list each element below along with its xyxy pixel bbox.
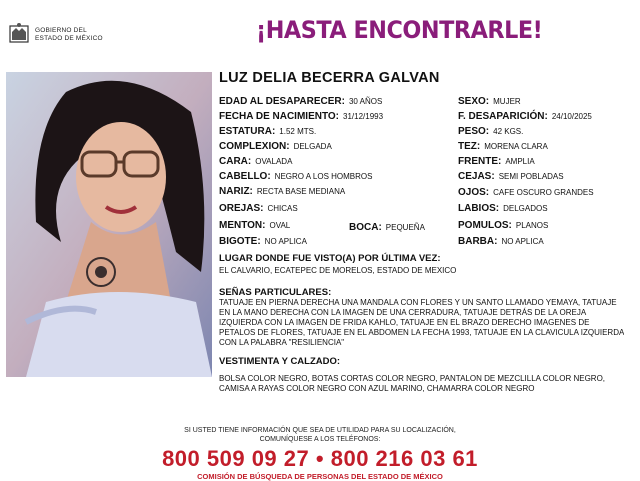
state-seal-icon (8, 22, 30, 44)
agency-name: COMISIÓN DE BÚSQUEDA DE PERSONAS DEL ESTADO DE MÉXICO (197, 472, 443, 481)
footer-note-line1: SI USTED TIENE INFORMACIÓN QUE SEA DE UTILIDAD PARA SU LOCALIZACIÓN, (184, 427, 456, 434)
field-nariz: NARIZ: RECTA BASE MEDIANA (219, 186, 346, 197)
field-estatura: ESTATURA: 1.52 MTS. (219, 126, 317, 137)
field-complexion: COMPLEXION: DELGADA (219, 141, 332, 152)
field-cejas: CEJAS: SEMI POBLADAS (458, 171, 564, 182)
field-tez: TEZ: MORENA CLARA (458, 141, 548, 152)
clothing-text: BOLSA COLOR NEGRO, BOTAS CORTAS COLOR NEGRO, PANTALON DE MEZCLILLA COLOR NEGRO, CAMISA A RAYAS COLOR NEGRO CON AZUL MARINO, CHAMARRA COLOR NEGRO (219, 374, 606, 393)
government-logo (8, 22, 128, 48)
clothing-title: VESTIMENTA Y CALZADO: (219, 356, 341, 367)
phone-1[interactable]: 800 509 09 27 (162, 446, 310, 471)
field-barba: BARBA: NO APLICA (458, 236, 544, 247)
field-frente: FRENTE: AMPLIA (458, 156, 535, 167)
field-nacimiento: FECHA DE NACIMIENTO: 31/12/1993 (219, 111, 384, 122)
field-bigote: BIGOTE: NO APLICA (219, 236, 307, 247)
field-orejas: OREJAS: CHICAS (219, 203, 298, 214)
person-photo (6, 72, 212, 377)
banner-title: ¡HASTA ENCONTRARLE! (256, 16, 543, 44)
phone-separator: • (315, 446, 325, 471)
footer-note-line2: COMUNÍQUESE A LOS TELÉFONOS: (259, 436, 381, 443)
field-ojos: OJOS: CAFE OSCURO GRANDES (458, 187, 594, 198)
field-edad: EDAD AL DESAPARECER: 30 AÑOS (219, 96, 383, 107)
phone-numbers (0, 446, 640, 472)
phone-2[interactable]: 800 216 03 61 (330, 446, 478, 471)
person-photo-illustration (6, 72, 212, 377)
field-cara: CARA: OVALADA (219, 156, 293, 167)
person-name: LUZ DELIA BECERRA GALVAN (219, 70, 440, 86)
field-desaparicion: F. DESAPARICIÓN: 24/10/2025 (458, 111, 592, 122)
logo-text-line1: GOBIERNO DEL (35, 27, 87, 34)
marks-text: TATUAJE EN PIERNA DERECHA UNA MANDALA CON FLORES Y UN SANTO LLAMADO YEMAYA, TATUAJE EN LA MANO DERECHA CON LA IMAGEN DE UNA CERRADURA, TATUAJE DETRÁS DE LA OREJA IZQUIERDA CON LA IMAGEN DE FRIDA KAHLO, TATUAJE EN EL BRAZO DERECHO IMAGENES DE PETALOS DE FLORES, TATUAJE EN EL ABDOMEN LA FECHA 1993, TATUAJE EN LA CLAVICULA IZQUIERDA CON LA PALABRA "RESILIENCIA" (219, 298, 624, 347)
last-seen-text: EL CALVARIO, ECATEPEC DE MORELOS, ESTADO DE MEXICO (219, 266, 457, 275)
field-boca: BOCA: PEQUEÑA (349, 222, 425, 233)
field-pomulos: POMULOS: PLANOS (458, 220, 549, 231)
field-labios: LABIOS: DELGADOS (458, 203, 548, 214)
field-peso: PESO: 42 KGS. (458, 126, 524, 137)
marks-title: SEÑAS PARTICULARES: (219, 287, 332, 298)
logo-text-line2: ESTADO DE MÉXICO (35, 35, 103, 42)
field-menton: MENTON: OVAL (219, 220, 291, 231)
field-sexo: SEXO: MUJER (458, 96, 521, 107)
last-seen-title: LUGAR DONDE FUE VISTO(A) POR ÚLTIMA VEZ: (219, 253, 441, 264)
field-cabello: CABELLO: NEGRO A LOS HOMBROS (219, 171, 373, 182)
